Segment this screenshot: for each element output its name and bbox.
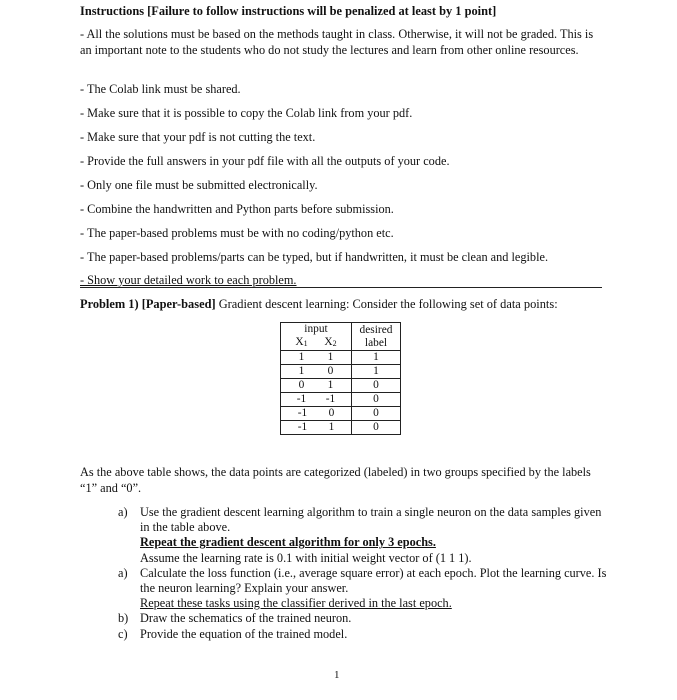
x1-cell: -1: [296, 393, 307, 405]
label-cell: 0: [352, 393, 401, 407]
x2-cell: -1: [325, 393, 336, 405]
question-text: Calculate the loss function (i.e., average square error) at each epoch. Plot the learning curve. Is the neuron learning? Explain your answer.: [140, 565, 607, 596]
instruction-item: - The Colab link must be shared.: [80, 82, 241, 96]
x2-cell: 1: [328, 421, 335, 433]
label-cell: 0: [352, 407, 401, 421]
table-row: [281, 379, 401, 393]
instruction-item: - Show your detailed work to each problem.: [80, 273, 297, 287]
question-emphasis: Repeat the gradient descent algorithm for only 3 epochs.: [140, 535, 436, 550]
question-item: [118, 566, 608, 612]
input-header: input X1 X2: [281, 323, 352, 351]
label-cell: 1: [352, 351, 401, 365]
x2-header: X2: [324, 336, 337, 348]
x2-cell: 0: [328, 407, 335, 419]
data-table: [280, 322, 401, 435]
instructions-note: - All the solutions must be based on the methods taught in class. Otherwise, it will not be graded. This is an important note to the students who do not study the lectures and learn from other online resources.: [80, 27, 594, 57]
question-emphasis: Repeat these tasks using the classifier derived in the last epoch.: [140, 596, 452, 611]
question-item: [118, 505, 608, 566]
question-label: a): [118, 565, 128, 580]
question-text: Provide the equation of the trained model.: [140, 626, 348, 641]
label-cell: 0: [352, 379, 401, 393]
label-header: desired label: [352, 323, 401, 351]
question-item: [118, 611, 608, 626]
instruction-item: - Make sure that it is possible to copy the Colab link from your pdf.: [80, 106, 413, 120]
section-divider: [80, 287, 602, 288]
page-number: 1: [334, 669, 340, 681]
instruction-item: - The paper-based problems/parts can be typed, but if handwritten, it must be clean and legible.: [80, 250, 549, 264]
table-row: [281, 393, 401, 407]
table-row: [281, 407, 401, 421]
question-text: Use the gradient descent learning algorithm to train a single neuron on the data samples given in the table above.: [140, 505, 602, 535]
instruction-item: - Combine the handwritten and Python parts before submission.: [80, 202, 394, 216]
x2-cell: 1: [327, 379, 334, 391]
instruction-item: - Make sure that your pdf is not cutting the text.: [80, 130, 316, 144]
question-list: [118, 505, 608, 642]
table-row: [281, 351, 401, 365]
table-header-row: [281, 323, 401, 351]
instruction-item: - Provide the full answers in your pdf file with all the outputs of your code.: [80, 154, 450, 168]
question-label: a): [118, 505, 128, 519]
instruction-item: - The paper-based problems must be with no coding/python etc.: [80, 226, 394, 240]
label-cell: 0: [352, 421, 401, 435]
x1-cell: 1: [298, 351, 305, 363]
instructions-heading: Instructions [Failure to follow instructions will be penalized at least by 1 point]: [80, 4, 497, 18]
problem-title: [80, 297, 558, 312]
x1-cell: 1: [298, 365, 305, 377]
label-cell: 1: [352, 365, 401, 379]
x1-cell: -1: [297, 421, 308, 433]
question-item: [118, 627, 608, 642]
question-extra: Assume the learning rate is 0.1 with initial weight vector of (1 1 1).: [140, 550, 472, 565]
instruction-item: - Only one file must be submitted electronically.: [80, 178, 318, 192]
question-text: Draw the schematics of the trained neuron.: [140, 611, 352, 626]
table-row: [281, 365, 401, 379]
question-label: b): [118, 611, 129, 626]
x2-cell: 1: [327, 351, 334, 363]
question-label: c): [118, 626, 128, 641]
x1-cell: 0: [298, 379, 305, 391]
table-row: [281, 421, 401, 435]
problem-label: Problem 1) [Paper-based]: [80, 297, 216, 311]
problem-description: Gradient descent learning: Consider the following set of data points:: [215, 297, 558, 311]
x1-cell: -1: [297, 407, 308, 419]
x2-cell: 0: [327, 365, 334, 377]
x1-header: X1: [295, 336, 308, 348]
table-explanation: As the above table shows, the data points are categorized (labeled) in two groups specified by the labels “1” and “0”.: [80, 465, 591, 495]
